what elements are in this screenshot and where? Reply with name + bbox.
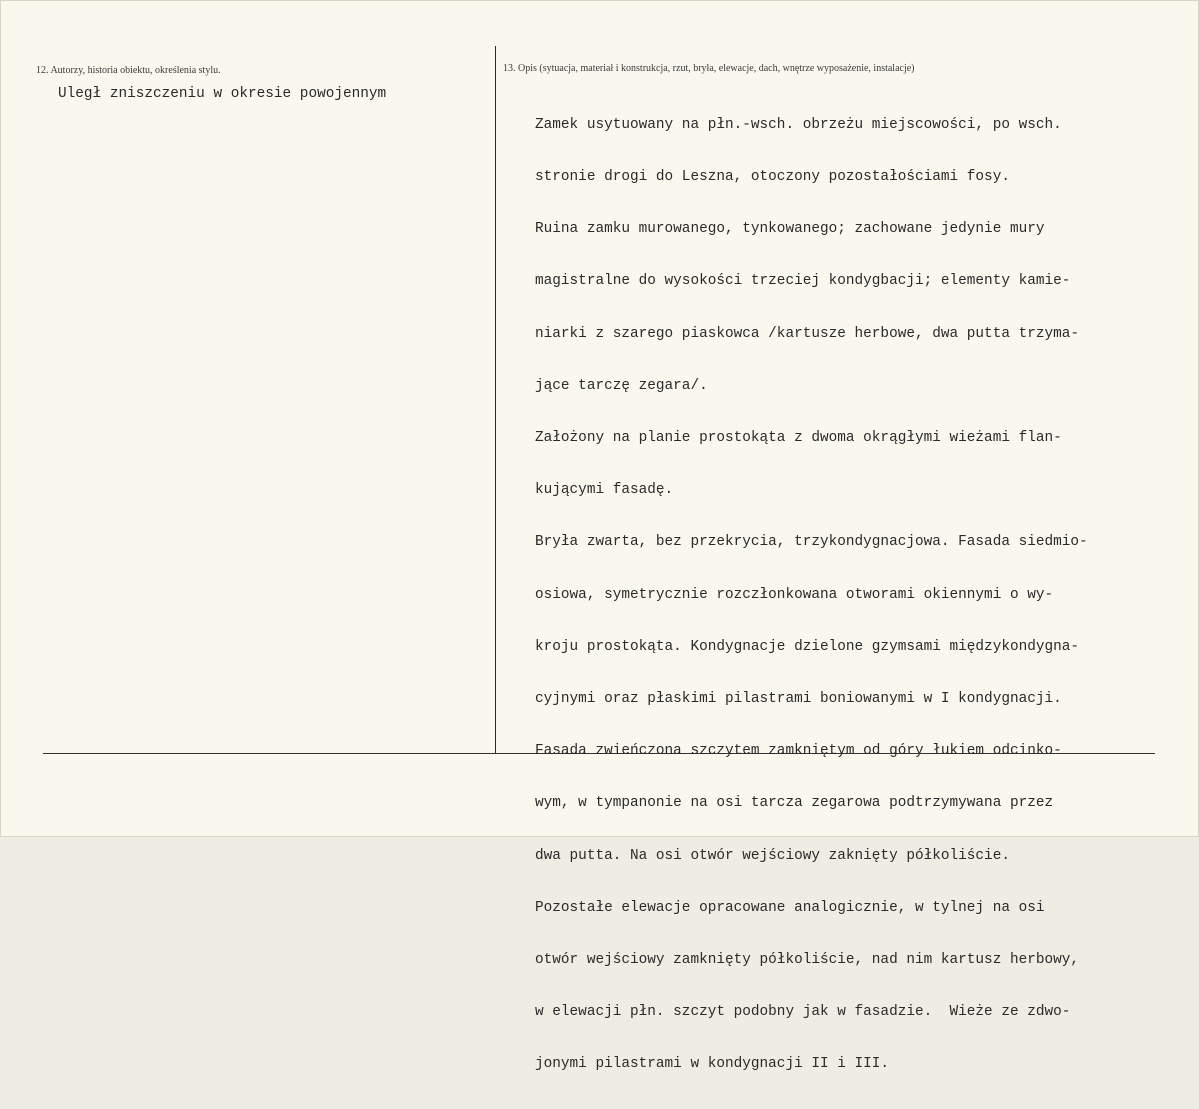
description-line: otwór wejściowy zamknięty półkoliście, nad nim kartusz herbowy, (535, 952, 1080, 969)
description-line: Fasada zwieńczona szczytem zamkniętym od góry łukiem odcinko- (535, 743, 1062, 760)
description-line: niarki z szarego piaskowca /kartusze herbowe, dwa putta trzyma- (535, 325, 1080, 342)
section-12-text: Uległ zniszczeniu w okresie powojennym (58, 86, 387, 102)
section-13-text (535, 82, 1088, 1109)
description-line: Ruina zamku murowanego, tynkowanego; zachowane jedynie mury (535, 221, 1045, 238)
vertical-divider (495, 46, 496, 754)
description-line: Pozostałe elewacje opracowane analogicznie, w tylnej na osi (535, 899, 1045, 916)
description-line: kroju prostokąta. Kondygnacje dzielone gzymsami międzykondygna- (535, 638, 1080, 655)
description-line: osiowa, symetrycznie rozczłonkowana otworami okiennymi o wy- (535, 586, 1054, 603)
section-12-label: 12. Autorzy, historia obiektu, określenia stylu. (36, 65, 221, 76)
description-line: dwa putta. Na osi otwór wejściowy zaknięty półkoliście. (535, 847, 1010, 864)
description-line: wym, w tympanonie na osi tarcza zegarowa podtrzymywana przez (535, 795, 1054, 812)
description-line: cyjnymi oraz płaskimi pilastrami boniowanymi w I kondygnacji. (535, 691, 1062, 708)
description-line: w elewacji płn. szczyt podobny jak w fasadzie. Wieże ze zdwo- (535, 1004, 1071, 1021)
description-line: Bryła zwarta, bez przekrycia, trzykondygnacjowa. Fasada siedmio- (535, 534, 1088, 551)
description-line: jonymi pilastrami w kondygnacji II i III. (535, 1056, 890, 1073)
description-line: magistralne do wysokości trzeciej kondygbacji; elementy kamie- (535, 273, 1071, 290)
description-line: stronie drogi do Leszna, otoczony pozostałościami fosy. (535, 169, 1010, 186)
description-line: Założony na planie prostokąta z dwoma okrągłymi wieżami flan- (535, 430, 1062, 447)
description-line: kującymi fasadę. (535, 482, 674, 499)
section-13-label: 13. Opis (sytuacja, materiał i konstrukcja, rzut, bryła, elewacje, dach, wnętrze wyposażenie, instalacje) (503, 63, 915, 74)
description-line: jące tarczę zegara/. (535, 377, 708, 394)
description-line: Zamek usytuowany na płn.-wsch. obrzeżu miejscowości, po wsch. (535, 116, 1062, 133)
